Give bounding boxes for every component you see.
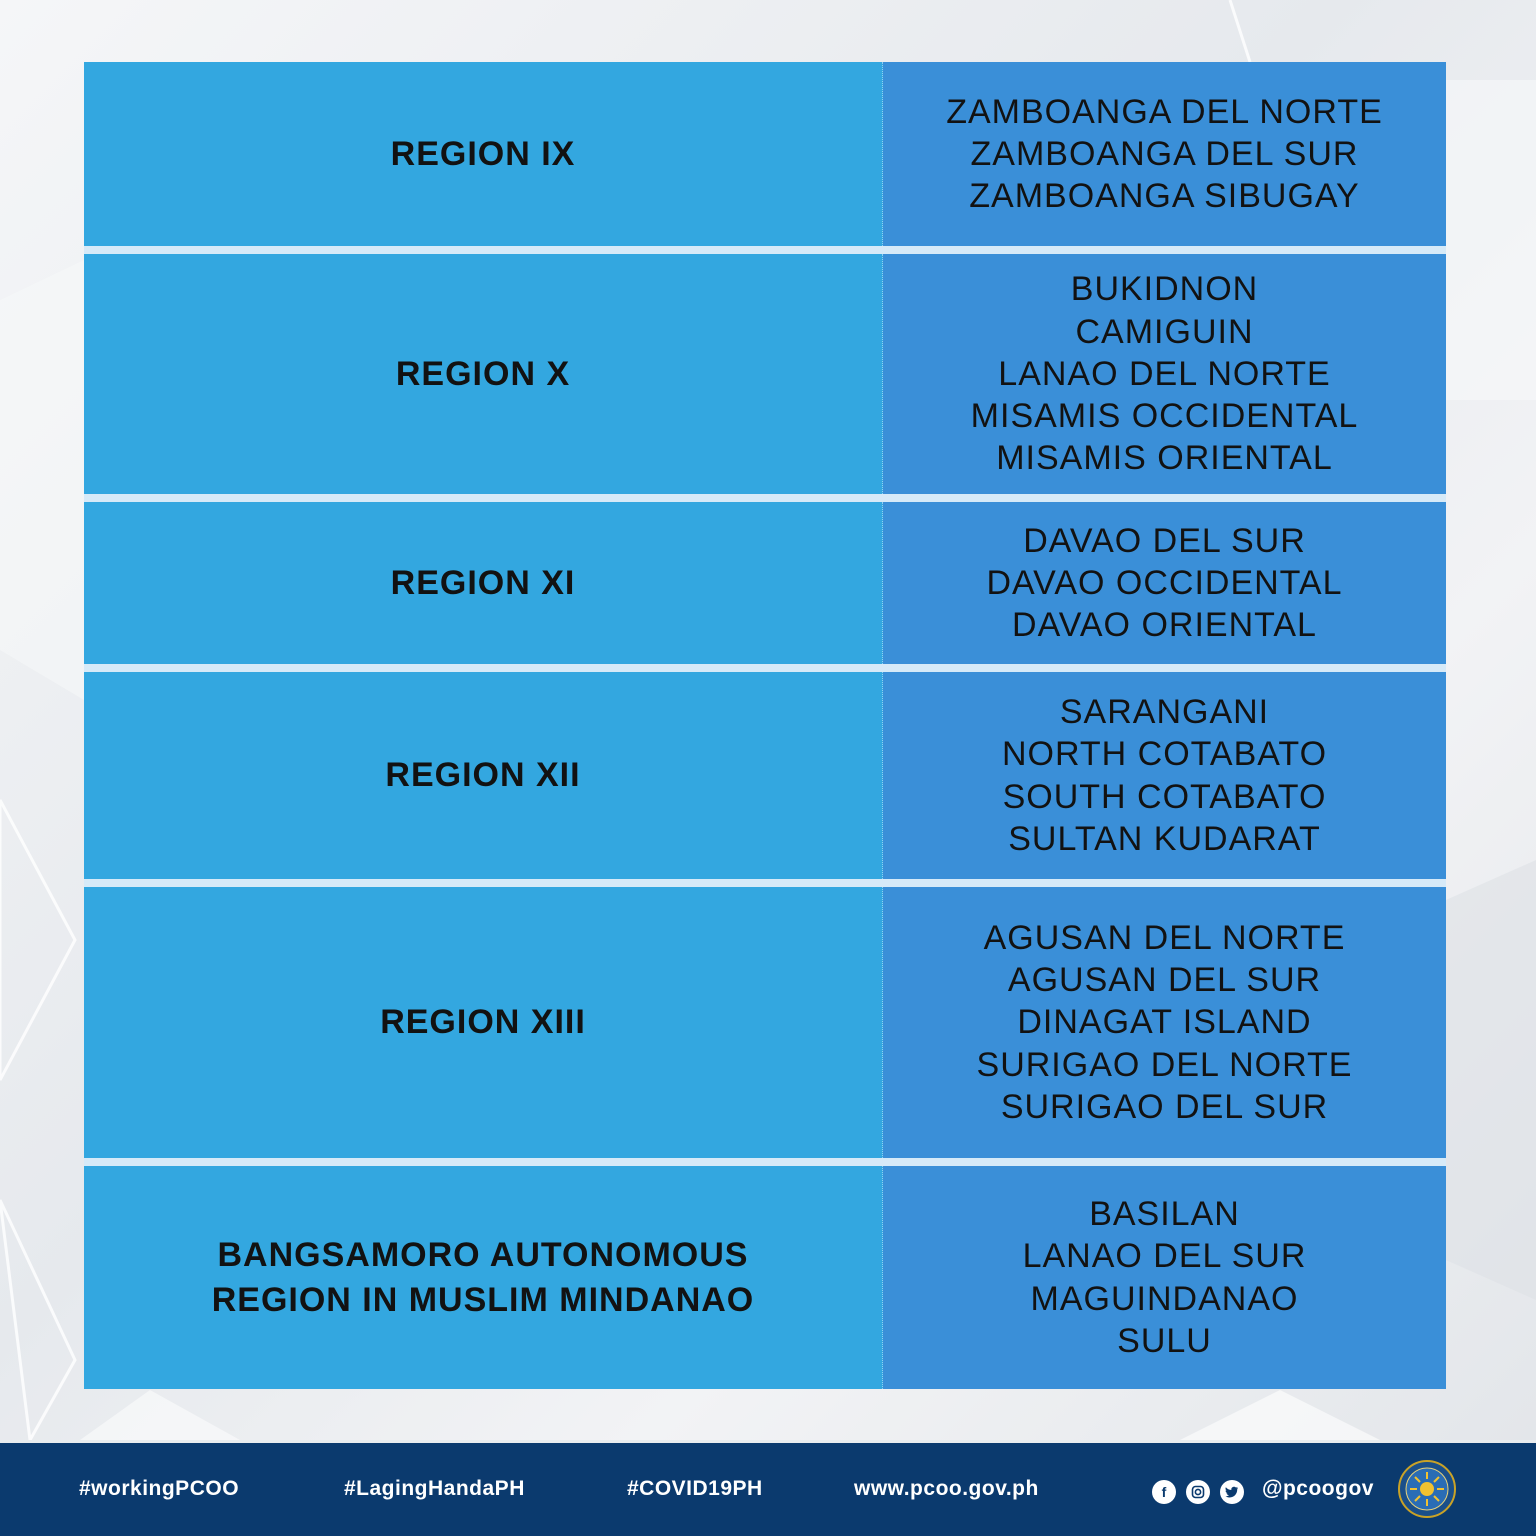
province-name: ZAMBOANGA SIBUGAY [969, 177, 1360, 216]
instagram-icon[interactable] [1186, 1480, 1210, 1504]
province-name: LANAO DEL SUR [1022, 1237, 1307, 1276]
pcoo-seal-icon [1398, 1460, 1456, 1518]
province-name: ZAMBOANGA DEL SUR [970, 134, 1359, 173]
region-cell [84, 672, 883, 879]
province-name: BASILAN [1089, 1194, 1240, 1233]
province-name: BUKIDNON [1070, 270, 1259, 309]
social-handle[interactable]: @pcoogov [1262, 1477, 1374, 1500]
provinces-cell [883, 254, 1446, 494]
region-name: BANGSAMORO AUTONOMOUS REGION IN MUSLIM MINDANAO [211, 1235, 755, 1319]
region-name: REGION X [395, 354, 571, 393]
table-row [84, 254, 1446, 502]
twitter-icon[interactable] [1220, 1480, 1244, 1504]
provinces-cell [883, 672, 1446, 879]
province-name: SURIGAO DEL SUR [1000, 1087, 1329, 1126]
provinces-cell [883, 62, 1446, 246]
region-cell [84, 254, 883, 494]
province-name: SULTAN KUDARAT [1008, 819, 1321, 858]
province-name: MISAMIS OCCIDENTAL [970, 397, 1359, 436]
region-cell [84, 887, 883, 1158]
province-name: DAVAO OCCIDENTAL [986, 563, 1343, 602]
website-link[interactable]: www.pcoo.gov.ph [854, 1477, 1039, 1500]
table-row [84, 672, 1446, 887]
provinces-cell [883, 502, 1446, 664]
table-row [84, 62, 1446, 254]
province-name: DINAGAT ISLAND [1017, 1003, 1312, 1042]
province-name: DAVAO ORIENTAL [1012, 606, 1317, 645]
province-name: SOUTH COTABATO [1002, 777, 1327, 816]
region-name: REGION XII [385, 756, 581, 794]
province-name: SURIGAO DEL NORTE [976, 1045, 1353, 1084]
hashtag-working-pcoo[interactable]: #workingPCOO [79, 1477, 240, 1500]
region-name: REGION XIII [380, 1003, 586, 1041]
table-row [84, 887, 1446, 1166]
province-name: MAGUINDANAO [1030, 1279, 1299, 1318]
region-name: REGION XI [390, 563, 576, 602]
province-name: SARANGANI [1059, 692, 1270, 731]
region-cell [84, 1166, 883, 1389]
region-cell [84, 502, 883, 664]
region-province-table [84, 62, 1446, 1389]
province-name: ZAMBOANGA DEL NORTE [946, 92, 1383, 131]
province-name: DAVAO DEL SUR [1023, 521, 1306, 560]
province-name: SULU [1117, 1321, 1212, 1360]
region-cell [84, 62, 883, 246]
region-name: REGION IX [390, 134, 576, 173]
hashtag-laging-handa[interactable]: #LagingHandaPH [344, 1477, 525, 1500]
province-name: MISAMIS ORIENTAL [996, 439, 1333, 478]
province-name: LANAO DEL NORTE [998, 354, 1331, 393]
province-name: CAMIGUIN [1075, 312, 1254, 351]
hashtag-covid19ph[interactable]: #COVID19PH [627, 1477, 763, 1500]
province-name: AGUSAN DEL SUR [1007, 961, 1322, 1000]
footer-bar [0, 1443, 1536, 1536]
provinces-cell [883, 1166, 1446, 1389]
facebook-icon[interactable]: f [1152, 1480, 1176, 1504]
table-row [84, 502, 1446, 672]
provinces-cell [883, 887, 1446, 1158]
province-name: NORTH COTABATO [1001, 735, 1328, 774]
province-name: AGUSAN DEL NORTE [983, 918, 1346, 957]
table-row [84, 1166, 1446, 1389]
